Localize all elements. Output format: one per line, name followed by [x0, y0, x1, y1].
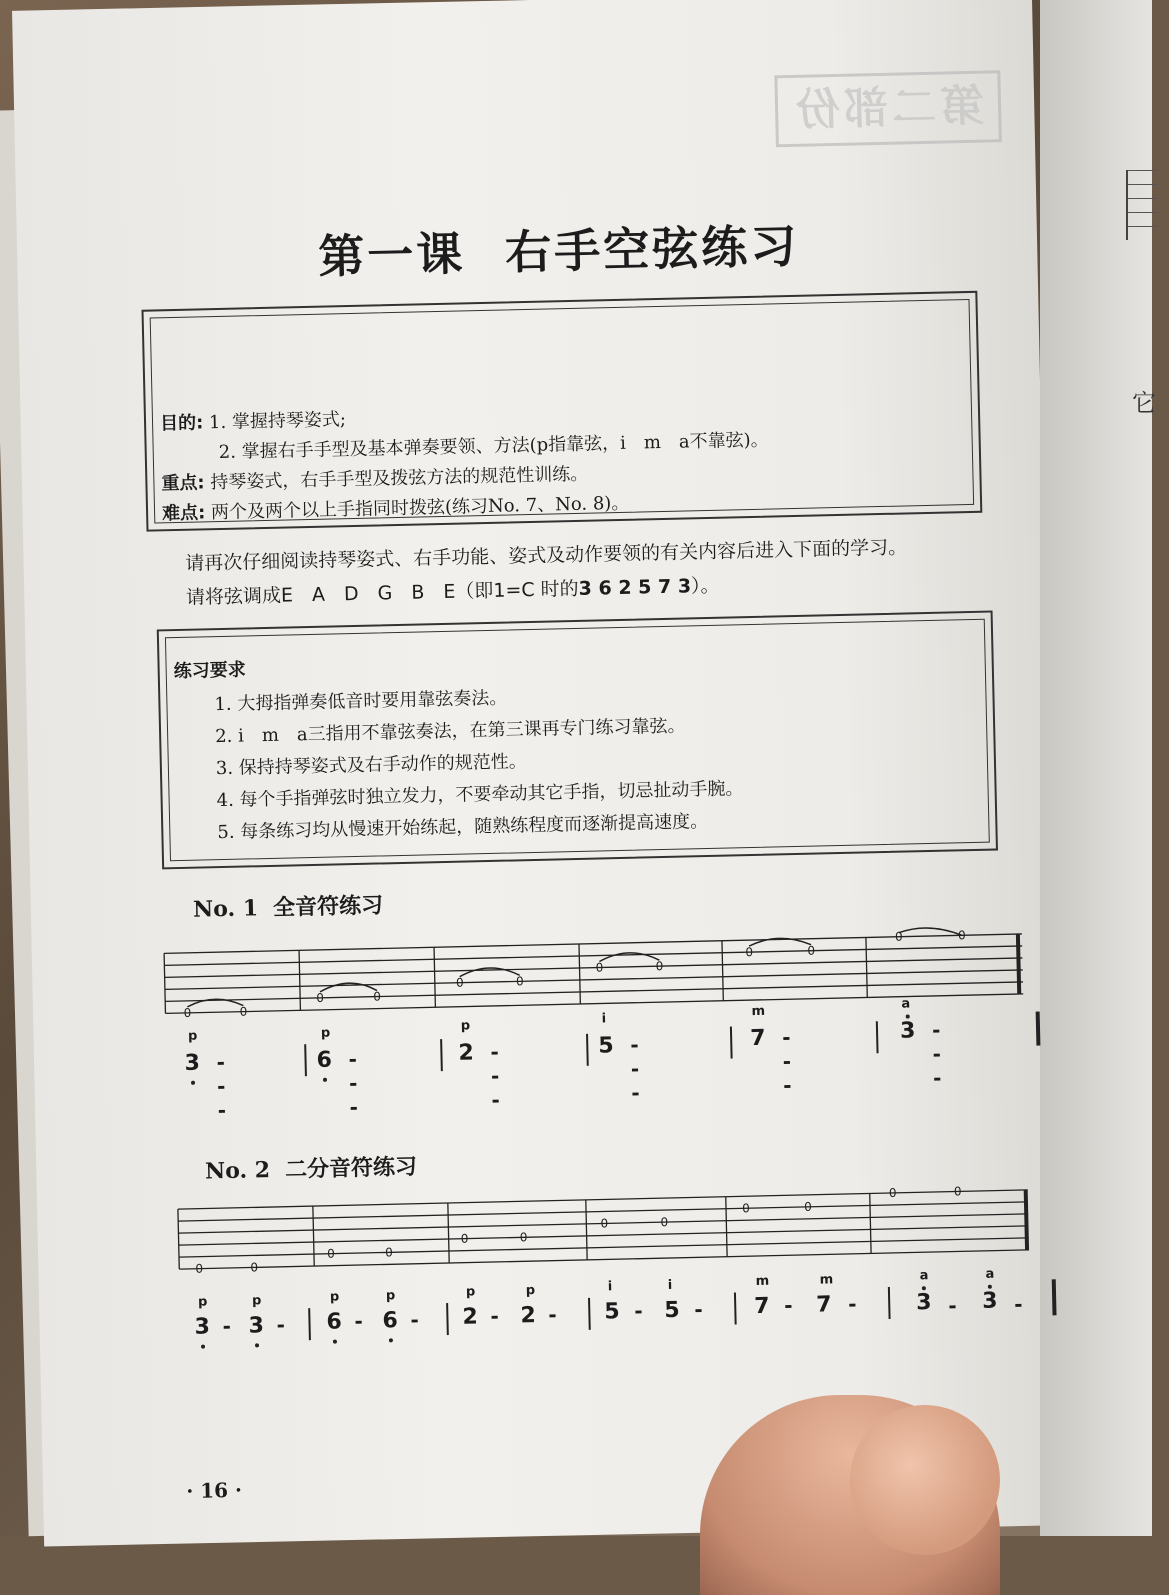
goal-line-2: 2. 掌握右手手型及基本弹奏要领、方法(p指靠弦，i m a不靠弦)。 — [218, 429, 769, 464]
requirement-item: 1. 大拇指弹奏低音时要用靠弦奏法。 — [214, 687, 508, 716]
requirement-item: 2. i m a三指用不靠弦奏法，在第三课再专门练习靠弦。 — [214, 715, 686, 748]
tab-fret: 0 — [894, 929, 903, 944]
tab-fret: 0 — [807, 943, 816, 958]
lesson-number: 第一课 — [317, 226, 466, 284]
tab-fret: 0 — [326, 1246, 335, 1261]
jianpu-note: 5 — [604, 1299, 620, 1325]
jianpu-note: 7 — [753, 1293, 770, 1320]
goal-line-1: 目的: 1. 掌握持琴姿式; — [159, 409, 347, 435]
tab-fret: 0 — [742, 1201, 751, 1216]
finger-mark: p — [329, 1289, 340, 1305]
part-stamp-bleed: 第二部份 — [774, 70, 1002, 147]
tab-fret: 0 — [373, 989, 382, 1004]
jianpu-note: 3 — [248, 1313, 265, 1339]
goal-label: 目的: — [159, 412, 204, 435]
difficulty-label: 难点: — [161, 502, 206, 525]
tab-fret: 0 — [515, 974, 524, 989]
objectives-box — [141, 291, 982, 532]
finger-mark: p — [187, 1028, 198, 1044]
tab-fret: 0 — [250, 1260, 259, 1275]
facing-page-text: 它 — [1132, 389, 1156, 417]
intro-line-1: 请再次仔细阅读持琴姿式、右手功能、姿式及动作要领的有关内容后进入下面的学习。 — [185, 536, 908, 575]
sustain-dashes: - - - — [781, 1025, 792, 1098]
tab-fret: 0 — [745, 945, 754, 960]
jianpu-note: 2 — [520, 1303, 537, 1329]
finger-mark: p — [460, 1018, 471, 1034]
tab-fret: 0 — [957, 928, 966, 943]
tuning-notes: 3 6 2 5 7 3 — [578, 575, 692, 600]
tab-fret: 0 — [660, 1215, 669, 1230]
requirements-box — [157, 611, 998, 870]
tab-fret: 0 — [888, 1185, 897, 1201]
finger-mark: i — [601, 1011, 607, 1027]
lesson-title — [318, 210, 800, 287]
tab-fret: 0 — [600, 1216, 609, 1231]
jianpu-note: 6 — [382, 1308, 399, 1334]
finger-mark: p — [251, 1293, 262, 1309]
tab-fret: 0 — [239, 1004, 248, 1019]
tab-fret: 0 — [655, 959, 664, 974]
intro-line-2: 请将弦调成E A D G B E（即1=C 时的3 6 2 5 7 3）。 — [185, 574, 720, 609]
sustain-dashes: - - - — [630, 1032, 640, 1105]
finger-mark: m — [755, 1273, 770, 1290]
tab-fret: 0 — [953, 1184, 962, 1199]
key-label: 重点: — [161, 472, 205, 495]
tab-fret: 0 — [455, 975, 464, 990]
sustain-dashes: - - - — [216, 1050, 227, 1123]
exercise-1-tab-staff — [154, 930, 1036, 1030]
finger-mark: p — [525, 1283, 536, 1299]
page-number: · 16 · — [186, 1477, 243, 1504]
finger-mark: i — [607, 1279, 613, 1295]
jianpu-note: 2 — [458, 1040, 475, 1066]
finger-mark: m — [751, 1003, 766, 1020]
requirement-item: 5. 每条练习均从慢速开始练起，随熟练程度而逐渐提高速度。 — [217, 811, 709, 844]
sustain-dashes: - - - — [490, 1039, 501, 1112]
finger-mark: p — [385, 1288, 396, 1304]
jianpu-note: 5 — [598, 1033, 614, 1059]
requirements-header: 练习要求 — [173, 659, 246, 683]
difficulty-line: 难点: 两个及两个以上手指同时拨弦(练习No. 7、No. 8)。 — [161, 492, 630, 525]
finger-mark: p — [197, 1294, 208, 1310]
jianpu-note: 7 — [815, 1292, 832, 1318]
exercise-1-number: No. 1 — [192, 895, 259, 923]
exercise-1-title: No. 1 全音符练习 — [192, 892, 384, 923]
requirement-item: 3. 保持持琴姿式及右手动作的规范性。 — [215, 751, 527, 780]
hand-thumb-tip — [850, 1405, 1000, 1555]
jianpu-note: 6 — [326, 1309, 343, 1335]
finger-mark: a — [985, 1266, 995, 1282]
jianpu-note: 3 — [184, 1050, 201, 1076]
tab-fret: 0 — [183, 1005, 192, 1020]
jianpu-note: 3 — [899, 1018, 916, 1044]
tab-fret: 0 — [195, 1261, 204, 1276]
finger-mark: p — [320, 1025, 331, 1041]
requirement-item: 4. 每个手指弹弦时独立发力，不要牵动其它手指，切忌扯动手腕。 — [216, 778, 744, 812]
sustain-dashes: - - - — [348, 1047, 359, 1120]
tab-fret: 0 — [316, 990, 325, 1005]
jianpu-note: 7 — [749, 1025, 766, 1052]
tab-fret: 0 — [595, 960, 604, 975]
exercise-2-number: No. 2 — [204, 1157, 271, 1185]
tab-fret: 0 — [519, 1230, 528, 1245]
jianpu-note: 6 — [316, 1047, 333, 1073]
jianpu-note: 3 — [194, 1314, 211, 1340]
page-content: 第二部份 第一课 右手空弦练习 目的: 1. 掌握持琴姿式; 2. 掌握右手手型及基本弹奏要领、方法(p指靠弦，i m a不靠弦)。 重点: 持琴姿式，右手手型及拨弦方法的规范性训练。 难点: 两个及两个以上手指同时拨弦(练习No. 7、No. 8)。 请再次仔细阅读持琴姿式、右手功能、姿式及动作要领的有关内容后进入下面的学习。 请将弦调成E A D G B E（即1=C 时的3 6 2 5 7 3）。 练习要求 1. 大拇指弹奏低音时要用靠弦奏法。 2. i m a三指用不靠弦奏法，在第三课再专门练习靠弦。 3. 保持持琴姿式及右手动作的规范性。 4. 每个手指弹弦时独立发力，不要牵动其它手指，切忌扯动手腕。 5. 每条练习均从慢速开始练起，随熟练程度而逐渐提高速度。 No. 1 全音符练习 0 0 0 0 0 0 0 0 0 0 0 0 p 3 - - - p 6 - - - p 2 - - - i 5 - - - m 7 - - - a 3 - - - No. 2 二分音符练习 0 0 0 0 0 0 0 0 0 0 0 0 p p 3 - 3 - p p 6 - 6 - p p 2 - 2 - i i 5 - 5 - m m 7 - 7 - a a 3 - 3 - · 16 · — [0, 0, 1169, 1549]
finger-mark: a — [919, 1268, 929, 1284]
tab-fret: 0 — [804, 1199, 812, 1214]
jianpu-note: 3 — [981, 1288, 998, 1314]
jianpu-note: 3 — [915, 1290, 932, 1316]
lesson-subtitle: 右手空弦练习 — [504, 218, 800, 280]
finger-mark: i — [667, 1277, 673, 1294]
sustain-dashes: - - - — [931, 1017, 942, 1090]
finger-mark: p — [465, 1284, 476, 1300]
jianpu-note: 5 — [664, 1297, 680, 1324]
key-point-line: 重点: 持琴姿式，右手手型及拨弦方法的规范性训练。 — [161, 463, 589, 495]
exercise-2-title: No. 2 二分音符练习 — [204, 1153, 418, 1185]
finger-mark: m — [819, 1272, 834, 1288]
finger-mark: a — [901, 996, 911, 1012]
jianpu-note: 2 — [462, 1304, 479, 1330]
tab-fret: 0 — [460, 1231, 469, 1246]
tab-fret: 0 — [384, 1245, 393, 1260]
